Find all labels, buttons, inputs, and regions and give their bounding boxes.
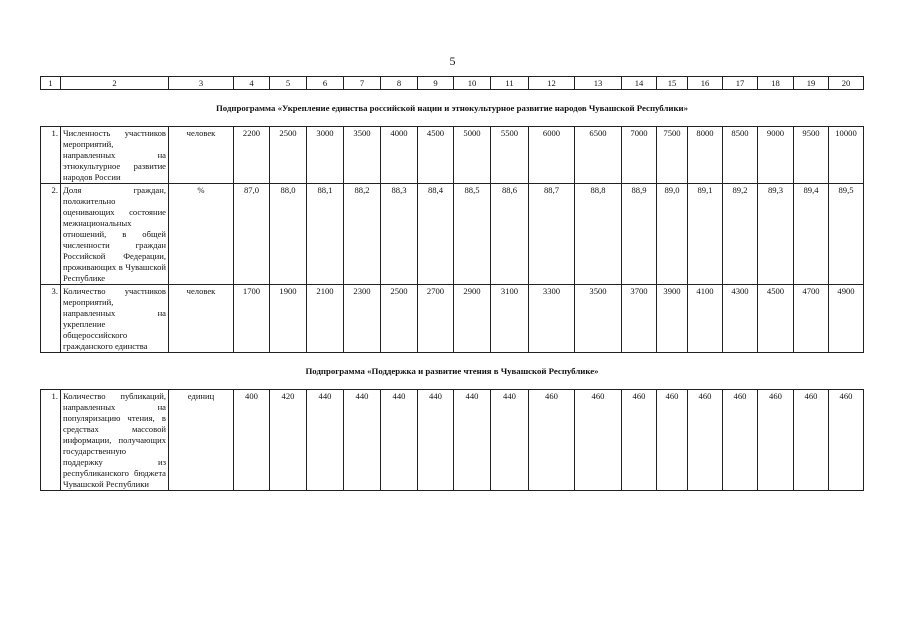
value-cell: 4900: [829, 285, 864, 353]
header-cell: 7: [344, 77, 381, 90]
value-cell: 4100: [688, 285, 723, 353]
header-cell: 17: [723, 77, 758, 90]
value-cell: 89,3: [758, 184, 794, 285]
value-cell: 9000: [758, 127, 794, 184]
value-cell: 400: [234, 390, 270, 491]
value-cell: 88,8: [575, 184, 622, 285]
value-cell: 460: [723, 390, 758, 491]
value-cell: 89,0: [657, 184, 688, 285]
value-cell: 2100: [307, 285, 344, 353]
header-cell: 12: [529, 77, 575, 90]
value-cell: 89,5: [829, 184, 864, 285]
value-cell: 5500: [491, 127, 529, 184]
value-cell: 8500: [723, 127, 758, 184]
header-cell: 15: [657, 77, 688, 90]
value-cell: 460: [758, 390, 794, 491]
indicators-table: [40, 76, 864, 491]
indicator-name: Количество публикаций, направленных на популяризацию чтения, в средствах массовой информации, получающих государственную поддержку из республиканского бюджета Чувашской Республики: [61, 390, 169, 491]
value-cell: 3500: [575, 285, 622, 353]
value-cell: 1900: [270, 285, 307, 353]
table-row: [41, 390, 864, 491]
header-cell: 4: [234, 77, 270, 90]
header-cell: 2: [61, 77, 169, 90]
value-cell: 4000: [381, 127, 418, 184]
header-cell: 6: [307, 77, 344, 90]
value-cell: 88,9: [622, 184, 657, 285]
indicator-name: Численность участников мероприятий, направленных на этнокультурное развитие народов России: [61, 127, 169, 184]
value-cell: 4700: [794, 285, 829, 353]
unit-cell: человек: [169, 127, 234, 184]
value-cell: 4300: [723, 285, 758, 353]
section-title-row: [41, 90, 864, 127]
row-number: 3.: [41, 285, 61, 353]
value-cell: 2200: [234, 127, 270, 184]
unit-cell: человек: [169, 285, 234, 353]
value-cell: 9500: [794, 127, 829, 184]
value-cell: 89,4: [794, 184, 829, 285]
value-cell: 460: [575, 390, 622, 491]
unit-cell: %: [169, 184, 234, 285]
value-cell: 440: [344, 390, 381, 491]
header-cell: 14: [622, 77, 657, 90]
value-cell: 7500: [657, 127, 688, 184]
value-cell: 3000: [307, 127, 344, 184]
value-cell: 88,2: [344, 184, 381, 285]
value-cell: 88,6: [491, 184, 529, 285]
section-body: [41, 353, 864, 491]
column-number-row: [41, 77, 864, 90]
value-cell: 440: [307, 390, 344, 491]
value-cell: 460: [688, 390, 723, 491]
table-row: [41, 127, 864, 184]
value-cell: 460: [529, 390, 575, 491]
header-cell: 13: [575, 77, 622, 90]
value-cell: 2300: [344, 285, 381, 353]
value-cell: 87,0: [234, 184, 270, 285]
value-cell: 1700: [234, 285, 270, 353]
header-cell: 10: [454, 77, 491, 90]
value-cell: 88,7: [529, 184, 575, 285]
value-cell: 88,1: [307, 184, 344, 285]
value-cell: 440: [418, 390, 454, 491]
value-cell: 88,4: [418, 184, 454, 285]
value-cell: 4500: [758, 285, 794, 353]
value-cell: 88,3: [381, 184, 418, 285]
value-cell: 6500: [575, 127, 622, 184]
value-cell: 7000: [622, 127, 657, 184]
section-title: Подпрограмма «Укрепление единства российской нации и этнокультурное развитие народов Чувашской Республики»: [215, 102, 689, 113]
header-cell: 8: [381, 77, 418, 90]
indicator-name: Доля граждан, положительно оценивающих состояние межнациональных отношений, в общей численности граждан Российской Федерации, проживающих в Чувашской Республике: [61, 184, 169, 285]
value-cell: 88,0: [270, 184, 307, 285]
value-cell: 2500: [381, 285, 418, 353]
value-cell: 5000: [454, 127, 491, 184]
header-cell: 3: [169, 77, 234, 90]
header-cell: 18: [758, 77, 794, 90]
section-body: [41, 90, 864, 353]
header-cell: 9: [418, 77, 454, 90]
value-cell: 10000: [829, 127, 864, 184]
indicator-name: Количество участников мероприятий, направленных на укрепление общероссийского гражданского единства: [61, 285, 169, 353]
value-cell: 440: [491, 390, 529, 491]
row-number: 2.: [41, 184, 61, 285]
section-title: Подпрограмма «Поддержка и развитие чтения в Чувашской Республике»: [305, 365, 599, 376]
value-cell: 420: [270, 390, 307, 491]
value-cell: 3700: [622, 285, 657, 353]
table-row: [41, 285, 864, 353]
value-cell: 4500: [418, 127, 454, 184]
value-cell: 460: [794, 390, 829, 491]
value-cell: 3300: [529, 285, 575, 353]
header-cell: 19: [794, 77, 829, 90]
value-cell: 460: [829, 390, 864, 491]
value-cell: 89,2: [723, 184, 758, 285]
value-cell: 6000: [529, 127, 575, 184]
value-cell: 460: [622, 390, 657, 491]
value-cell: 460: [657, 390, 688, 491]
value-cell: 2500: [270, 127, 307, 184]
header-cell: 20: [829, 77, 864, 90]
row-number: 1.: [41, 390, 61, 491]
value-cell: 3900: [657, 285, 688, 353]
header-cell: 16: [688, 77, 723, 90]
row-number: 1.: [41, 127, 61, 184]
value-cell: 3500: [344, 127, 381, 184]
value-cell: 440: [381, 390, 418, 491]
header-cell: 5: [270, 77, 307, 90]
section-title-row: [41, 353, 864, 390]
value-cell: 88,5: [454, 184, 491, 285]
unit-cell: единиц: [169, 390, 234, 491]
value-cell: 89,1: [688, 184, 723, 285]
page-number: 5: [449, 54, 456, 68]
header-cell: 11: [491, 77, 529, 90]
value-cell: 3100: [491, 285, 529, 353]
value-cell: 8000: [688, 127, 723, 184]
value-cell: 2700: [418, 285, 454, 353]
value-cell: 440: [454, 390, 491, 491]
header-cell: 1: [41, 77, 61, 90]
table-row: [41, 184, 864, 285]
value-cell: 2900: [454, 285, 491, 353]
